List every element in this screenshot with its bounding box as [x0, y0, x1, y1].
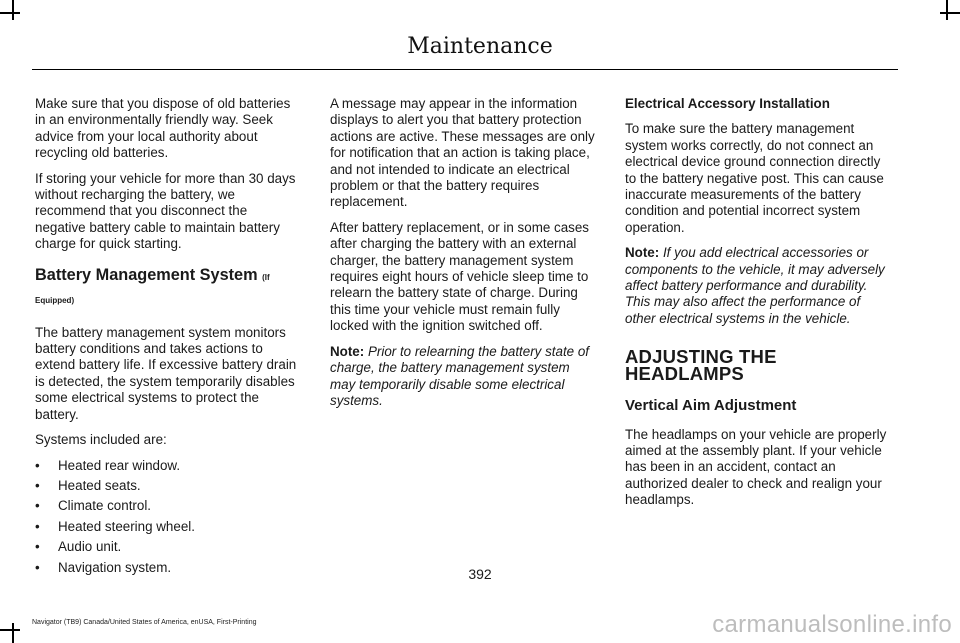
bullet-icon: • — [35, 498, 40, 514]
crop-mark — [946, 0, 948, 20]
bullet-icon: • — [35, 477, 40, 493]
paragraph: The battery management system monitors battery conditions and takes actions to extend battery life. If excessive battery drain is detected, the system temporarily disables some electrical systems to protect the battery. — [35, 324, 297, 422]
note — [330, 344, 595, 410]
list-item — [35, 539, 300, 555]
section-heading — [35, 265, 300, 311]
note-label: Note: — [330, 343, 365, 359]
paragraph: If storing your vehicle for more than 30 days without recharging the battery, we recommend that you disconnect the negative battery cable to maintain battery charge for quick starting. — [35, 170, 296, 252]
note-label: Note: — [625, 245, 660, 261]
paragraph: After battery replacement, or in some cases after charging the battery with an external charger, the battery management system requires eight hours of vehicle sleep time to relearn the battery state of charge. During this time your vehicle must remain fully locked with the ignition switched off. — [330, 219, 589, 334]
footer-text: Navigator (TB9) Canada/United States of America, enUSA, First-Printing — [32, 619, 257, 626]
list-item — [35, 478, 300, 494]
page-number: 392 — [468, 566, 492, 582]
systems-list — [35, 458, 300, 576]
column-middle — [330, 96, 595, 418]
bullet-icon: • — [35, 539, 40, 555]
note — [625, 245, 890, 327]
paragraph: The headlamps on your vehicle are properly aimed at the assembly plant. If your vehicle has been in an accident, contact an authorized dealer to check and realign your headlamps. — [625, 426, 887, 508]
crop-mark — [0, 12, 20, 14]
crop-mark — [0, 629, 20, 631]
bullet-icon: • — [35, 457, 40, 473]
list-item-text: Heated steering wheel. — [58, 518, 195, 534]
list-item-text: Navigation system. — [58, 559, 172, 575]
list-item-text: Climate control. — [58, 498, 152, 514]
bullet-icon: • — [35, 518, 40, 534]
chapter-heading: ADJUSTING THE HEADLAMPS — [625, 346, 777, 384]
list-item-text: Heated seats. — [58, 477, 141, 493]
paragraph: Make sure that you dispose of old batteries in an environmentally friendly way. Seek advice from your local authority about recycling old batteries. — [35, 96, 291, 161]
column-right — [625, 96, 890, 518]
note-text: If you add electrical accessories or components to the vehicle, it may adversely affect battery performance and durability. This may also affect the performance of other electrical systems in the vehicle. — [625, 245, 885, 326]
paragraph: A message may appear in the information displays to alert you that battery protection actions are active. These messages are only for notification that an action is taking place, and not intended to indicate an electrical problem or that the battery requires replacement. — [330, 96, 595, 210]
paragraph: Systems included are: — [35, 432, 167, 448]
bullet-icon: • — [35, 559, 40, 575]
subheading: Vertical Aim Adjustment — [625, 397, 797, 415]
list-item-text: Audio unit. — [58, 539, 122, 555]
page-title: Maintenance — [407, 34, 553, 59]
list-item-text: Heated rear window. — [58, 457, 181, 473]
note-text: Prior to relearning the battery state of charge, the battery management system may temporarily disable some electrical systems. — [330, 343, 590, 408]
list-item — [35, 458, 300, 474]
header-divider — [32, 69, 898, 70]
list-item — [35, 519, 300, 535]
crop-mark — [12, 0, 14, 20]
list-item — [35, 498, 300, 514]
crop-mark — [12, 623, 14, 643]
crop-mark — [940, 12, 960, 14]
paragraph: To make sure the battery management system works correctly, do not connect an electrical device ground connection directly to the battery negative post. This can cause inaccurate measurements of the battery condition and potential incorrect system operation. — [625, 121, 884, 235]
column-left — [35, 96, 300, 580]
heading-suffix: (If Equipped) — [35, 272, 270, 305]
heading-text: Battery Management System — [35, 265, 258, 284]
watermark: carmanualsonline.info — [712, 611, 952, 638]
subsection-heading: Electrical Accessory Installation — [625, 96, 830, 111]
